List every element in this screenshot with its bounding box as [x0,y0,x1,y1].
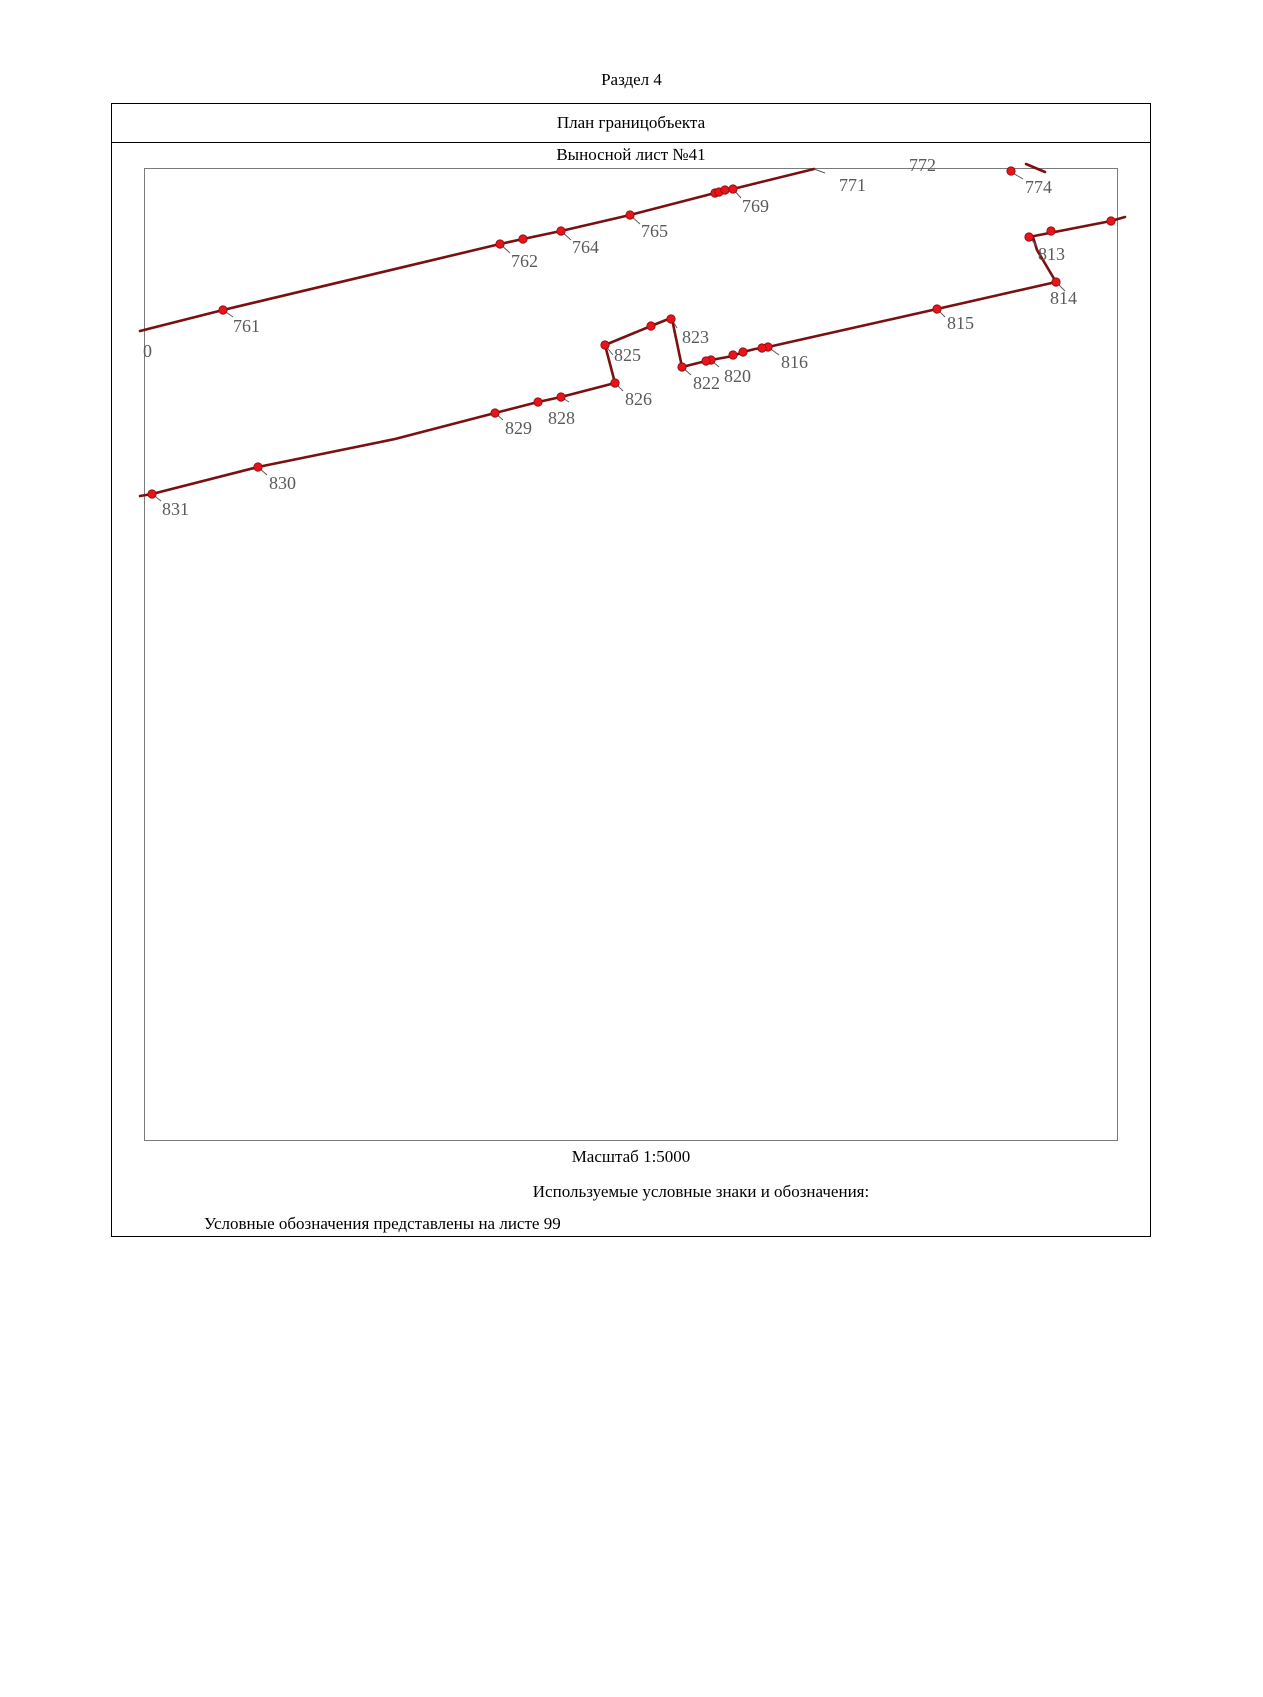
point-label: 774 [1025,177,1052,197]
point-label-edge: 0 [143,341,152,361]
boundary-point [647,322,655,330]
section-title: Раздел 4 [601,70,662,89]
boundary-point [254,463,262,471]
point-label: 828 [548,408,575,428]
point-label: 823 [682,327,709,347]
boundary-point [626,211,634,219]
boundary-point [729,351,737,359]
point-label: 820 [724,366,751,386]
legend-note: Условные обозначения представлены на листе 99 [204,1214,561,1233]
point-label: 831 [162,499,189,519]
point-label: 762 [511,251,538,271]
boundary-point [729,185,737,193]
point-label: 830 [269,473,296,493]
frame-bottom-border [111,1236,1151,1237]
boundary-point [534,398,542,406]
boundary-point [519,235,527,243]
point-label: 825 [614,345,641,365]
boundary-point [496,240,504,248]
point-label: 816 [781,352,808,372]
boundary-map [143,155,1118,1141]
point-label: 815 [947,313,974,333]
boundary-point [721,186,729,194]
point-labels [143,155,1077,519]
map-scale: Масштаб 1:5000 [571,1147,691,1166]
boundary-point [601,341,609,349]
boundary-point [702,357,710,365]
point-label: 761 [233,316,260,336]
boundary-point [1047,227,1055,235]
boundary-map-svg [143,155,1119,1142]
boundary-point [219,306,227,314]
boundary-point [1007,167,1015,175]
point-label: 829 [505,418,532,438]
boundary-point [557,393,565,401]
point-label: 769 [742,196,769,216]
boundary-point [739,348,747,356]
boundary-point [491,409,499,417]
point-label: 813 [1038,244,1065,264]
boundary-point [1052,278,1060,286]
boundary-point [611,379,619,387]
boundary-point [667,315,675,323]
point-label: 814 [1050,288,1077,308]
boundary-point [557,227,565,235]
legend-title: Используемые условные знаки и обозначения: [532,1182,870,1201]
boundary-point [148,490,156,498]
boundary-point [933,305,941,313]
point-label: 771 [839,175,866,195]
plan-title: План границобъекта [111,103,1151,143]
boundary-point [678,363,686,371]
point-label-clipped: 772 [909,155,936,175]
sheet-title: Выносной лист №41 [556,145,706,164]
point-label: 822 [693,373,720,393]
point-label: 765 [641,221,668,241]
point-label: 764 [572,237,599,257]
boundary-point [758,344,766,352]
boundary-point [1107,217,1115,225]
point-label: 826 [625,389,652,409]
boundary-point [1025,233,1033,241]
